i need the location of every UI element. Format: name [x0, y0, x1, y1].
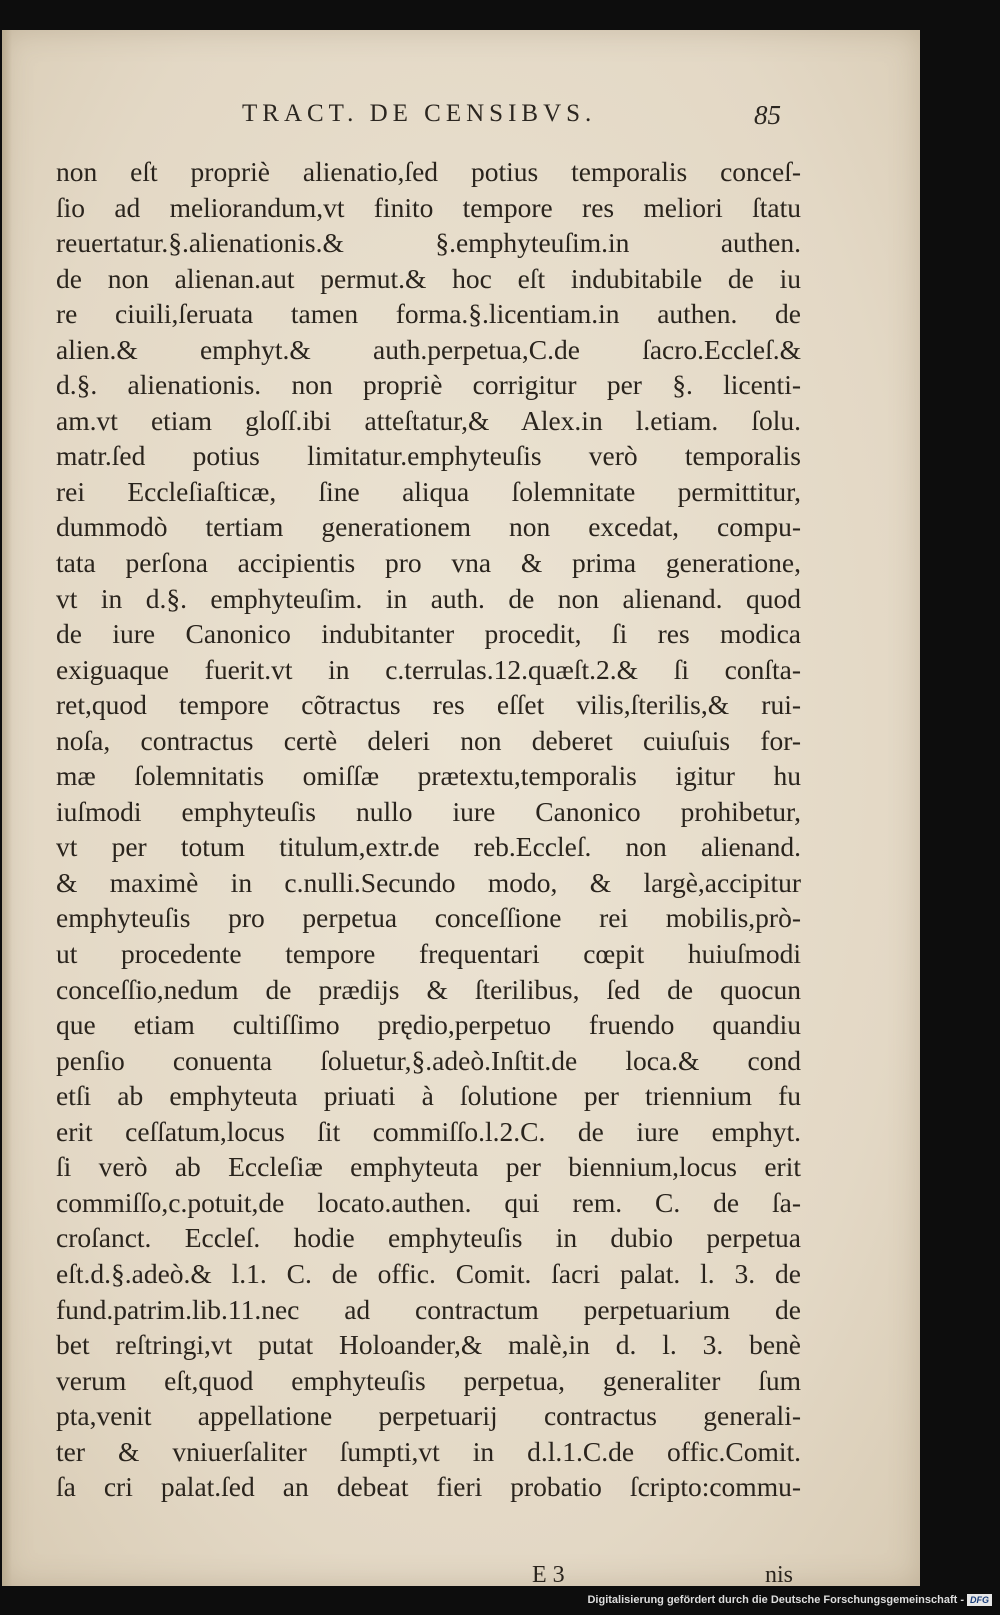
text-line: commiſſo,c.potuit,de locato.authen. qui rem. C. de ſa- [56, 1186, 801, 1218]
page-gutter-shadow [2, 30, 12, 1586]
text-line: bet reſtringi,vt putat Holoander,& malè,in d. l. 3. benè [56, 1329, 801, 1361]
text-line: rei Eccleſiaſticæ, ſine aliqua ſolemnitate permittitur, [56, 475, 801, 507]
text-line: noſa, contractus certè deleri non deberet cuiuſuis for- [56, 724, 801, 756]
text-line: d.§. alienationis. non propriè corrigitur per §. licenti- [56, 369, 801, 401]
catchword: nis [765, 1562, 794, 1586]
text-line: ſa cri palat.ſed an debeat fieri probatio ſcripto:commu- [56, 1471, 801, 1503]
text-line: eſt.d.§.adeò.& l.1. C. de offic. Comit. ſacri palat. l. 3. de [56, 1257, 801, 1289]
text-line: penſio conuenta ſoluetur,§.adeò.Inſtit.de loca.& cond [56, 1044, 801, 1076]
text-line: iuſmodi emphyteuſis nullo iure Canonico prohibetur, [56, 795, 801, 827]
signature-mark: E 3 [532, 1562, 565, 1586]
text-line: ſi verò ab Eccleſiæ emphyteuta per biennium,locus erit [56, 1151, 801, 1183]
text-line: mæ ſolemnitatis omiſſæ prætextu,temporalis igitur hu [56, 760, 801, 792]
text-line: erit ceſſatum,locus ſit commiſſo.l.2.C. de iure emphyt. [56, 1115, 801, 1147]
running-head: TRACT. DE CENSIBVS. [242, 100, 597, 127]
book-page [2, 30, 920, 1586]
folio-number: 85 [754, 100, 781, 130]
text-line: pta,venit appellatione perpetuarij contractus generali- [56, 1400, 801, 1432]
text-line: ret,quod tempore cõtractus res eſſet vilis,ſterilis,& rui- [56, 689, 801, 721]
text-line: tata perſona accipientis pro vna & prima generatione, [56, 547, 801, 579]
text-line: exiguaque fuerit.vt in c.terrulas.12.quæſt.2.& ſi conſta- [56, 653, 801, 685]
text-line: fund.patrim.lib.11.nec ad contractum perpetuarium de [56, 1293, 801, 1325]
text-line: verum eſt,quod emphyteuſis perpetua, generaliter ſum [56, 1364, 801, 1396]
text-line: croſanct. Eccleſ. hodie emphyteuſis in dubio perpetua [56, 1222, 801, 1254]
dfg-logo: DFG [967, 1594, 992, 1606]
text-line: emphyteuſis pro perpetua conceſſione rei mobilis,prò- [56, 902, 801, 934]
text-line: ſio ad meliorandum,vt finito tempore res meliori ſtatu [56, 191, 801, 223]
text-line: matr.ſed potius limitatur.emphyteuſis verò temporalis [56, 440, 801, 472]
text-line: non eſt propriè alienatio,ſed potius temporalis conceſ- [56, 156, 801, 187]
text-line: & maximè in c.nulli.Secundo modo, & largè,accipitur [56, 866, 801, 898]
text-line: conceſſio,nedum de prædijs & ſterilibus, ſed de quocun [56, 973, 801, 1005]
text-line: dummodò tertiam generationem non excedat, compu- [56, 511, 801, 543]
text-line: alien.& emphyt.& auth.perpetua,C.de ſacro.Eccleſ.& [56, 333, 801, 365]
text-line: ter & vniuerſaliter ſumpti,vt in d.l.1.C.de offic.Comit. [56, 1435, 801, 1467]
text-line: que etiam cultiſſimo prędio,perpetuo fruendo quandiu [56, 1009, 801, 1041]
text-line: etſi ab emphyteuta priuati à ſolutione per triennium fu [56, 1080, 801, 1112]
text-line: de iure Canonico indubitanter procedit, ſi res modica [56, 618, 801, 650]
text-line: vt in d.§. emphyteuſim. in auth. de non alienand. quod [56, 582, 801, 614]
text-line: de non alienan.aut permut.& hoc eſt indubitabile de iu [56, 262, 801, 294]
text-line: ut procedente tempore frequentari cœpit huiuſmodi [56, 938, 801, 970]
text-block [56, 154, 801, 1505]
text-line: vt per totum titulum,extr.de reb.Eccleſ. non alienand. [56, 831, 801, 863]
text-line: am.vt etiam gloſſ.ibi atteſtatur,& Alex.in l.etiam. ſolu. [56, 404, 801, 436]
text-line: re ciuili,ſeruata tamen forma.§.licentiam.in authen. de [56, 298, 801, 330]
digitization-footer [587, 1594, 992, 1606]
footer-credit-text: Digitalisierung gefördert durch die Deutsche Forschungsgemeinschaft - [587, 1594, 964, 1606]
text-line: reuertatur.§.alienationis.& §.emphyteuſim.in authen. [56, 227, 801, 259]
